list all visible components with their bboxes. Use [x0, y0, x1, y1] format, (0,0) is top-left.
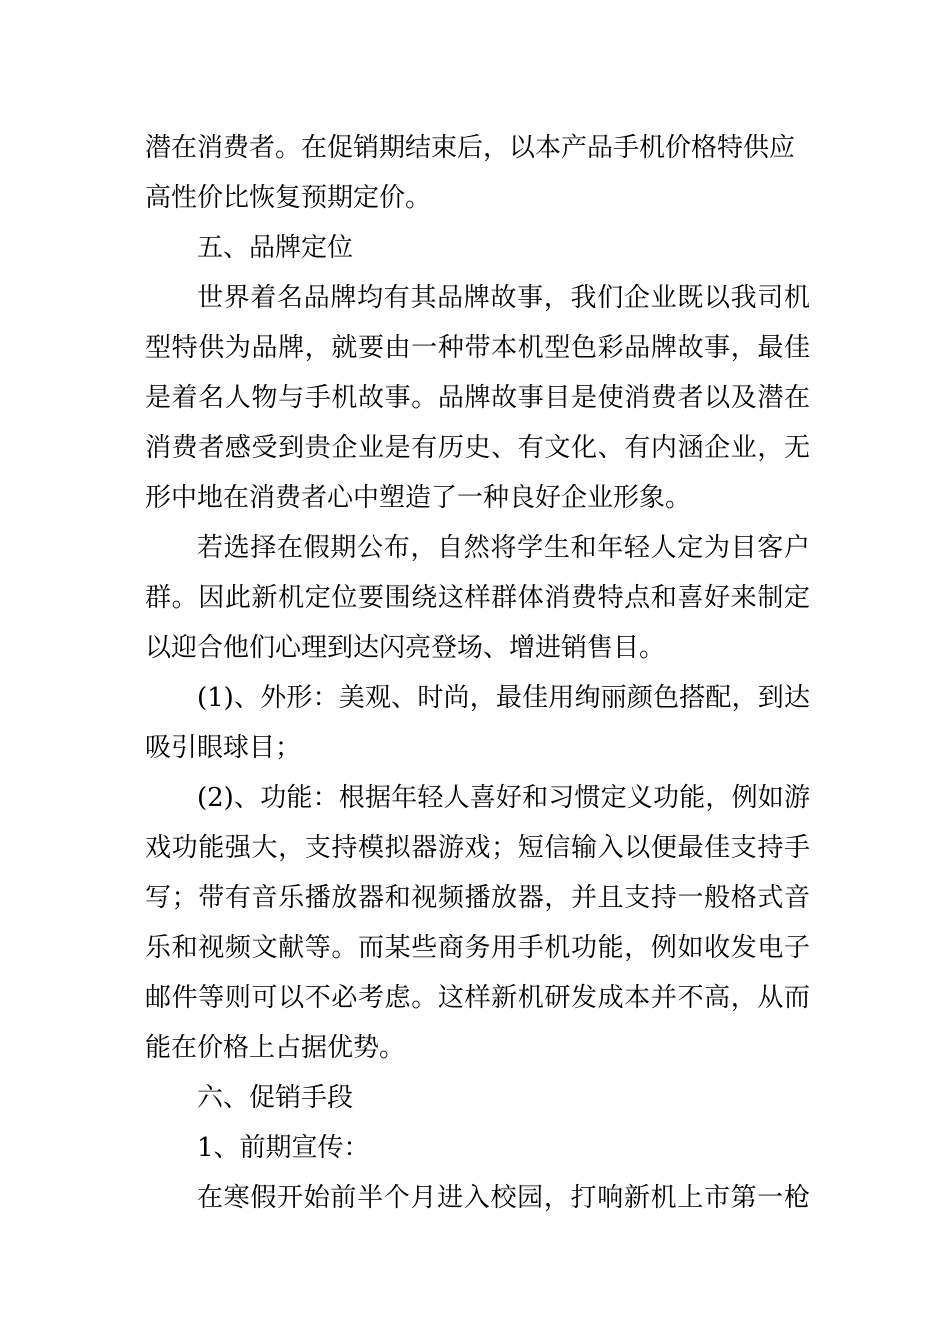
text-line: 吸引眼球目； [145, 733, 302, 763]
text-line: 形中地在消费者心中塑造了一种良好企业形象。 [145, 483, 692, 513]
paragraph-first-line: 世界着名品牌均有其品牌故事，我们企业既以我司机 [197, 283, 810, 313]
list-item-first-line: (1)、外形：美观、时尚，最佳用绚丽颜色搭配，到达 [197, 683, 810, 713]
text-line: 邮件等则可以不必考虑。这样新机研发成本并不高，从而 [145, 983, 810, 1013]
section-heading: 五、品牌定位 [197, 233, 354, 263]
text-line: 型特供为品牌，就要由一种带本机型色彩品牌故事，最佳 [145, 333, 810, 363]
text-line: 乐和视频文献等。而某些商务用手机功能，例如收发电子 [145, 933, 810, 963]
list-item-first-line: (2)、功能：根据年轻人喜好和习惯定义功能，例如游 [197, 783, 810, 813]
text-line: 写；带有音乐播放器和视频播放器，并且支持一般格式音 [145, 883, 810, 913]
paragraph-first-line: 若选择在假期公布，自然将学生和年轻人定为目客户 [197, 533, 810, 563]
subsection-heading: 1、前期宣传： [197, 1133, 370, 1163]
text-line: 消费者感受到贵企业是有历史、有文化、有内涵企业，无 [145, 433, 810, 463]
text-line: 潜在消费者。在促销期结束后，以本产品手机价格特供应 [145, 133, 796, 163]
text-line: 群。因此新机定位要围绕这样群体消费特点和喜好来制定 [145, 583, 810, 613]
section-heading: 六、促销手段 [197, 1083, 354, 1113]
text-line: 以迎合他们心理到达闪亮登场、增进销售目。 [145, 633, 666, 663]
text-line: 高性价比恢复预期定价。 [145, 183, 432, 213]
text-line: 是着名人物与手机故事。品牌故事目是使消费者以及潜在 [145, 383, 810, 413]
paragraph-first-line: 在寒假开始前半个月进入校园，打响新机上市第一枪 [197, 1183, 810, 1213]
text-line: 戏功能强大，支持模拟器游戏；短信输入以便最佳支持手 [145, 833, 810, 863]
text-line: 能在价格上占据优势。 [145, 1033, 406, 1063]
